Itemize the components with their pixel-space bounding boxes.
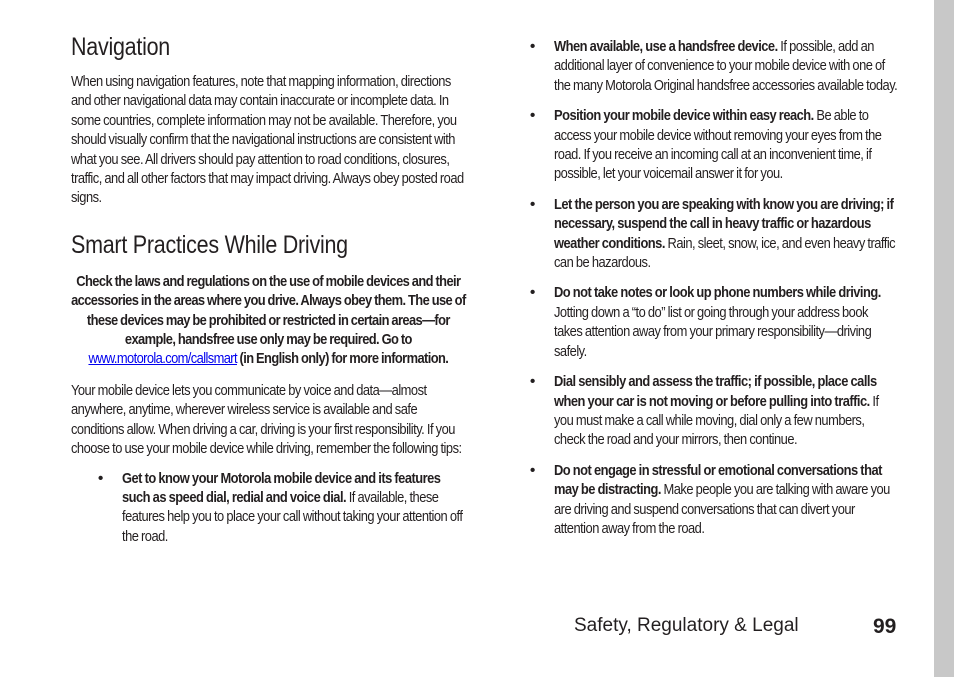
tip-item bbox=[530, 37, 898, 95]
tip-lead: When available, use a handsfree device. bbox=[554, 38, 778, 55]
tip-item bbox=[530, 195, 898, 273]
navigation-text: When using navigation features, note that mapping information, directions and other navigational data may contain inaccurate or incomplete data. In some countries, complete information may not be available. Therefore, you should visually confirm that the navigational instructions are consistent with what you see. All drivers should pay attention to road conditions, closures, traffic, and all other factors that may impact driving. Always obey posted road signs. bbox=[71, 73, 464, 207]
bullet-dot: • bbox=[530, 38, 535, 55]
callsmart-link[interactable]: www.motorola.com/callsmart bbox=[88, 350, 237, 368]
tip-lead: Let the person you are speaking with know you are driving; if necessary, suspend the call in heavy traffic or hazardous weather conditions. bbox=[554, 195, 894, 252]
heading-navigation: Navigation bbox=[71, 33, 171, 61]
tip-text: If available, these features help you to place your call without taking your attention off the road. bbox=[122, 488, 463, 545]
tip-text: Be able to access your mobile device without removing your eyes from the road. If you receive an incoming call at an inconvenient time, if possible, let your voicemail answer it for you. bbox=[554, 107, 882, 183]
bullet-dot: • bbox=[530, 461, 535, 479]
left-column bbox=[71, 32, 466, 557]
intro-paragraph bbox=[71, 381, 466, 459]
tip-lead: Do not take notes or look up phone numbers while driving. bbox=[554, 284, 881, 302]
tip-lead: Do not engage in stressful or emotional conversations that may be distracting. bbox=[554, 461, 882, 499]
bullet-dot: • bbox=[530, 373, 535, 391]
tip-item bbox=[530, 461, 898, 539]
tip-item bbox=[530, 106, 898, 184]
page-number: 99 bbox=[873, 615, 897, 638]
tip-lead: Get to know your Motorola mobile device and its features such as speed dial, redial and voice dial. bbox=[122, 469, 441, 506]
tip-item bbox=[530, 283, 898, 361]
footer-section-title: Safety, Regulatory & Legal bbox=[574, 615, 799, 636]
intro-text: Your mobile device lets you communicate by voice and data—almost anywhere, anytime, wherever wireless service is available and safe conditions allow. When driving a car, driving is your first responsibility. If you choose to use your mobile device while driving, remember the following tips: bbox=[71, 381, 462, 458]
warning-text: Check the laws and regulations on the use of mobile devices and their accessories in the areas where you drive. Always obey them. The use of these devices may be prohibited or restricted in certain areas—for example, handsfree use only may be required. Go to bbox=[71, 272, 466, 349]
tip-item bbox=[530, 372, 898, 450]
bullet-dot: • bbox=[530, 107, 535, 125]
tip-text: If possible, add an additional layer of convenience to your mobile device with one of the many Motorola Original handsfree accessories available today. bbox=[554, 38, 898, 94]
tip-item bbox=[98, 469, 466, 547]
warning-block bbox=[71, 272, 466, 369]
bullet-dot: • bbox=[98, 469, 103, 487]
tip-text: Rain, sleet, snow, ice, and even heavy traffic can be hazardous. bbox=[554, 234, 896, 272]
tip-lead: Position your mobile device within easy reach. bbox=[554, 107, 814, 125]
bullet-dot: • bbox=[530, 284, 535, 302]
page-edge-bar bbox=[934, 0, 954, 677]
tip-text: Jotting down a “to do” list or going through your address book takes attention away from your primary responsibility—driving safely. bbox=[554, 303, 872, 360]
right-column bbox=[530, 37, 898, 549]
tip-text: Make people you are talking with aware you are driving and suspend conversations that can divert your attention away from the road. bbox=[554, 481, 890, 537]
tip-text: If you must make a call while moving, dial only a few numbers, check the road and your mirrors, then continue. bbox=[554, 392, 879, 449]
heading-smart-practices: Smart Practices While Driving bbox=[71, 230, 348, 259]
tip-lead: Dial sensibly and assess the traffic; if possible, place calls when your car is not moving or before pulling into traffic. bbox=[554, 373, 877, 410]
bullet-dot: • bbox=[530, 195, 535, 213]
warning-suffix: (in English only) for more information. bbox=[239, 350, 449, 368]
navigation-paragraph bbox=[71, 72, 466, 208]
